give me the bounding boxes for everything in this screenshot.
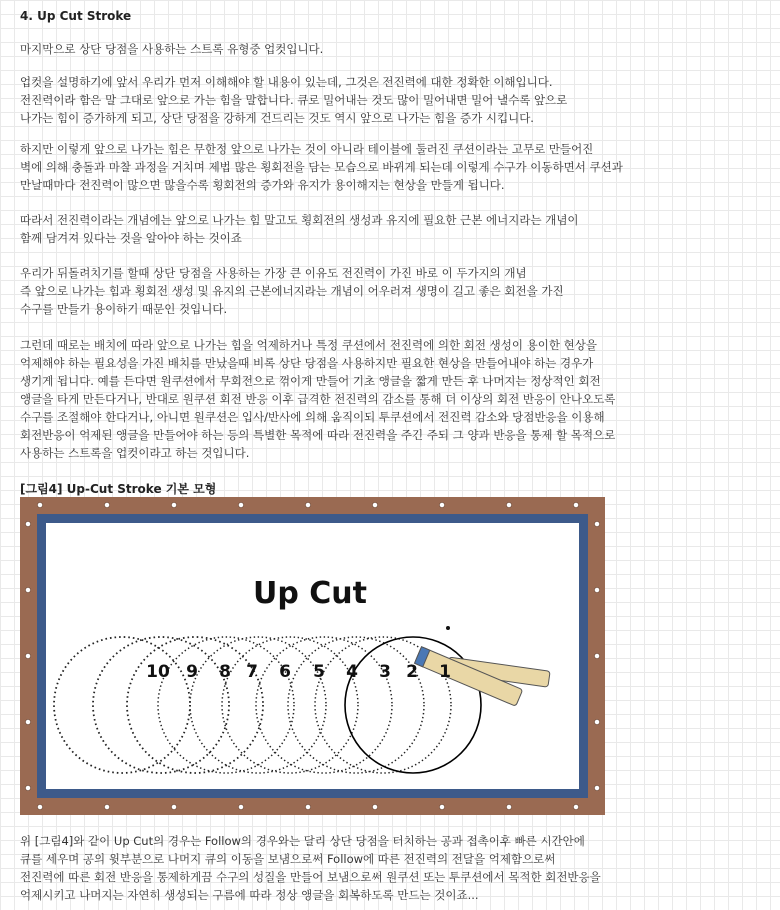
paragraph-line: 전진력에 따른 회전 반응을 통제하게끔 수구의 성질을 만들어 보냄으로써 원쿠션 또는 투쿠션에서 목적한 회전반응을 [20, 870, 601, 884]
figure-upcut-diagram [20, 497, 605, 815]
section-title: 4. Up Cut Stroke [20, 9, 132, 23]
rail-diamond [573, 502, 578, 507]
rail-diamond [37, 502, 42, 507]
rail-diamond [594, 785, 599, 790]
paragraph-line: 만날때마다 전진력이 많으면 많을수록 횡회전의 증가와 유지가 용이해지는 현상을 만들게 됩니다. [20, 178, 505, 192]
rail-diamond [439, 502, 444, 507]
ball-number: 6 [279, 662, 291, 682]
rail-diamond [594, 521, 599, 526]
figure-caption: [그림4] Up-Cut Stroke 기본 모형 [20, 482, 217, 496]
rail-diamond [305, 804, 310, 809]
rail-diamond [104, 502, 109, 507]
rail-diamond [573, 804, 578, 809]
paragraph-line: 위 [그림4]와 같이 Up Cut의 경우는 Follow의 경우와는 달리 상단 당점을 터치하는 공과 접촉이후 빠른 시간안에 [20, 834, 585, 848]
paragraph-1 [20, 40, 323, 58]
rail-diamond [372, 502, 377, 507]
rail-diamond [37, 804, 42, 809]
paragraph-line: 하지만 이렇게 앞으로 나가는 힘은 무한정 앞으로 나가는 것이 아니라 테이블에 둘러진 쿠션이라는 고무로 만들어진 [20, 142, 594, 156]
ball-number: 3 [379, 662, 391, 682]
paragraph-line: 그런데 때로는 배치에 따라 앞으로 나가는 힘을 억제하거나 특정 쿠션에서 전진력에 의한 회전 생성이 용이한 현상을 [20, 338, 597, 352]
rail-diamond [372, 804, 377, 809]
ball-number: 5 [313, 662, 325, 682]
paragraph-5 [20, 264, 564, 318]
target-dot [446, 626, 450, 630]
paragraph-3 [20, 140, 623, 194]
rail-diamond [25, 719, 30, 724]
figure-title: Up Cut [253, 576, 367, 611]
billiard-table-illustration [20, 497, 605, 815]
ball-number: 8 [219, 662, 231, 682]
paragraph-2 [20, 73, 567, 127]
paragraph-line: 나가는 힘이 증가하게 되고, 상단 당점을 강하게 건드리는 것도 역시 앞으로 나가는 힘을 증가 시킵니다. [20, 111, 534, 125]
rail-diamond [25, 587, 30, 592]
rail-diamond [594, 587, 599, 592]
ball-number: 7 [246, 662, 258, 682]
ball-number: 9 [186, 662, 198, 682]
rail-diamond [594, 719, 599, 724]
paragraph-line: 수구를 조절해야 한다거나, 아니면 원쿠션은 입사/반사에 의해 움직이되 투쿠션에서 전진력 감소와 당점반응을 이용해 [20, 410, 605, 424]
ball-number: 2 [406, 662, 418, 682]
paragraph-line: 마지막으로 상단 당점을 사용하는 스트록 유형중 업컷입니다. [20, 42, 324, 56]
paragraph-line: 억제시키고 나머지는 자연히 생성되는 구름에 따라 정상 앵글을 회복하도록 만드는 것이죠... [20, 888, 479, 902]
rail-diamond [25, 521, 30, 526]
rail-diamond [104, 804, 109, 809]
paragraph-6 [20, 336, 615, 462]
paragraph-line: 사용하는 스트록을 업컷이라고 하는 것입니다. [20, 446, 250, 460]
rail-diamond [506, 502, 511, 507]
paragraph-line: 억제해야 하는 필요성을 가진 배치를 만났을때 비록 상단 당점을 사용하지만 필요한 현상을 만들어내야 하는 경우가 [20, 356, 594, 370]
rail-diamond [25, 653, 30, 658]
rail-diamond [305, 502, 310, 507]
rail-diamond [171, 804, 176, 809]
rail-diamond [171, 502, 176, 507]
ball-number: 4 [346, 662, 358, 682]
closing-paragraph [20, 832, 601, 904]
paragraph-line: 앵글을 타게 만든다거나, 반대로 원쿠션 회전 반응 이후 급격한 전진력의 감소를 통해 더 이상의 회전 반응이 안나오도록 [20, 392, 616, 406]
paragraph-line: 우리가 뒤돌려치기를 할때 상단 당점을 사용하는 가장 큰 이유도 전진력이 가진 바로 이 두가지의 개념 [20, 266, 527, 280]
rail-diamond [238, 502, 243, 507]
rail-diamond [25, 785, 30, 790]
rail-diamond [506, 804, 511, 809]
paragraph-line: 업컷을 설명하기에 앞서 우리가 먼저 이해해야 할 내용이 있는데, 그것은 전진력에 대한 정확한 이해입니다. [20, 75, 553, 89]
paragraph-line: 수구를 만들기 용이하기 때문인 것입니다. [20, 302, 228, 316]
paragraph-4 [20, 211, 579, 247]
paragraph-line: 따라서 전진력이라는 개념에는 앞으로 나가는 힘 말고도 횡회전의 생성과 유지에 필요한 근본 에너지라는 개념이 [20, 213, 579, 227]
paragraph-line: 큐를 세우며 공의 윗부분으로 나머지 큐의 이동을 보냄으로써 Follow에 따른 전진력의 전달을 억제함으로써 [20, 852, 556, 866]
paragraph-line: 벽에 의해 충돌과 마찰 과정을 거치며 제법 많은 횡회전을 담는 모습으로 바뀌게 되는데 이렇게 수구가 이동하면서 쿠션과 [20, 160, 623, 174]
paragraph-line: 전진력이라 함은 말 그대로 앞으로 가는 힘을 말합니다. 큐로 밀어내는 것도 많이 밀어내면 밀어 낼수록 앞으로 [20, 93, 568, 107]
rail-diamond [439, 804, 444, 809]
rail-diamond [594, 653, 599, 658]
paragraph-line: 즉 앞으로 나가는 힘과 횡회전 생성 및 유지의 근본에너지라는 개념이 어우러져 생명이 길고 좋은 회전을 가진 [20, 284, 564, 298]
paragraph-line: 생기게 됩니다. 예를 든다면 원쿠션에서 무회전으로 꺾이게 만들어 기초 앵글을 짧게 만든 후 나머지는 정상적인 회전 [20, 374, 601, 388]
rail-diamond [238, 804, 243, 809]
paragraph-line: 함께 담겨져 있다는 것을 알아야 하는 것이죠 [20, 231, 242, 245]
ball-number: 10 [146, 662, 170, 682]
paragraph-line: 회전반응이 억제된 앵글을 만들어야 하는 등의 특별한 목적에 따라 전진력을 주긴 주되 그 양과 반응을 통제 할 목적으로 [20, 428, 616, 442]
table-cloth [46, 523, 579, 789]
ball-number: 1 [439, 662, 451, 682]
